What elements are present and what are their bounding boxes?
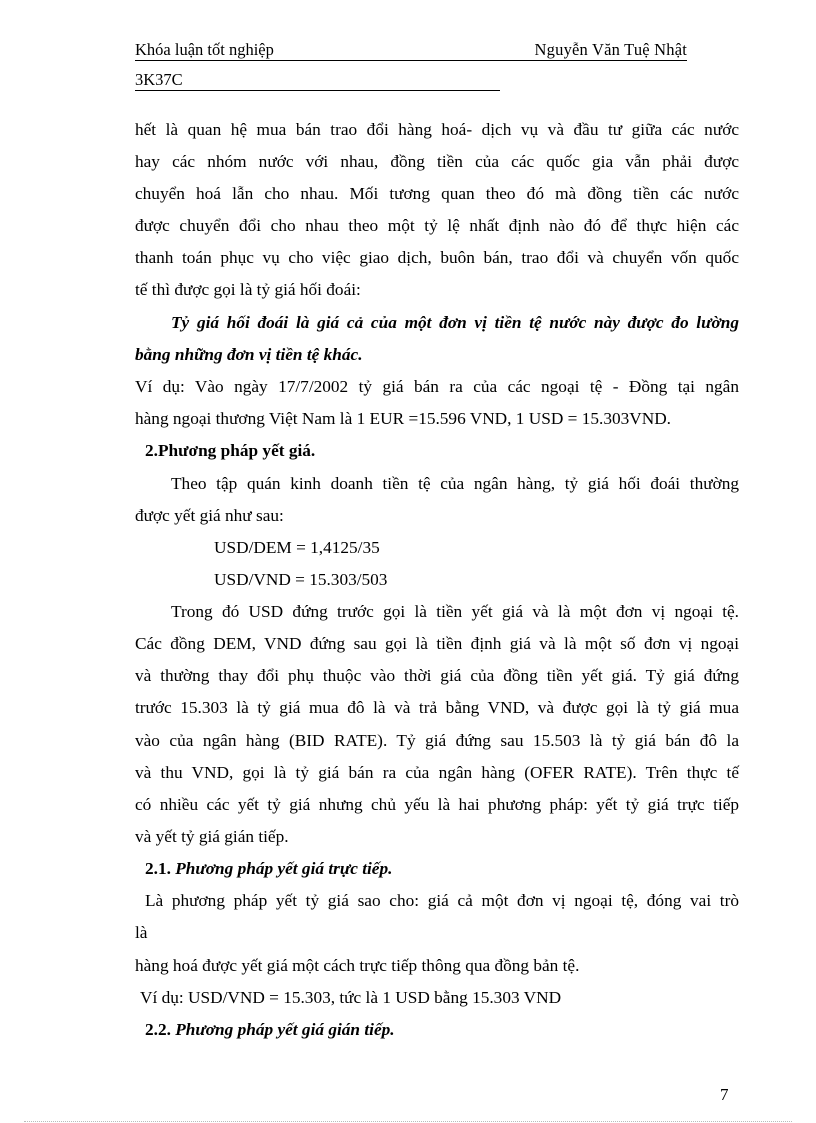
thesis-label: Khóa luận tốt nghiệp — [135, 40, 274, 59]
body-line: và thường thay đổi phụ thuộc vào thời giá của đồng tiền yết giá. Tỷ giá đứng — [135, 666, 739, 685]
definition-line: bằng những đơn vị tiền tệ khác. — [135, 345, 363, 364]
author-name: Nguyễn Văn Tuệ Nhật — [534, 40, 687, 59]
rate-formula: USD/VND = 15.303/503 — [214, 570, 388, 589]
body-line: trước 15.303 là tỷ giá mua đô là và trả bằng VND, và được gọi là tỷ giá mua — [135, 698, 739, 717]
body-line: Các đồng DEM, VND đứng sau gọi là tiền định giá và là một số đơn vị ngoại — [135, 634, 739, 653]
example-line: Ví dụ: Vào ngày 17/7/2002 tỷ giá bán ra của các ngoại tệ - Đồng tại ngân — [135, 377, 739, 396]
body-line: hay các nhóm nước với nhau, đồng tiền của các quốc gia vẫn phải được — [135, 152, 739, 171]
body-line: hàng hoá được yết giá một cách trực tiếp thông qua đồng bản tệ. — [135, 956, 580, 975]
example-line: Ví dụ: USD/VND = 15.303, tức là 1 USD bằng 15.303 VND — [140, 988, 562, 1007]
body-line: Là phương pháp yết tỷ giá sao cho: giá cả một đơn vị ngoại tệ, đóng vai trò — [145, 891, 739, 910]
subsection-heading — [145, 858, 749, 880]
body-line: được chuyển đổi cho nhau theo một tỷ lệ nhất định nào đó để thực hiện các — [135, 216, 739, 235]
subsection-title: Phương pháp yết giá trực tiếp. — [175, 859, 393, 878]
rate-formula: USD/DEM = 1,4125/35 — [214, 538, 380, 557]
body-line: có nhiều các yết tỷ giá nhưng chủ yếu là hai phương pháp: yết tỷ giá trực tiếp — [135, 795, 739, 814]
header-top — [135, 40, 687, 61]
body-line: chuyển hoá lẫn cho nhau. Mối tương quan theo đó mà đồng tiền các nước — [135, 184, 739, 203]
subsection-number: 2.1. — [145, 859, 176, 878]
body-line: hết là quan hệ mua bán trao đổi hàng hoá- dịch vụ và đầu tư giữa các nước — [135, 120, 739, 139]
page-bottom-border — [24, 1121, 792, 1122]
body-line: vào của ngân hàng (BID RATE). Tỷ giá đứng sau 15.503 là tỷ giá bán đô la — [135, 731, 739, 750]
body-line: là — [135, 923, 148, 942]
subsection-number: 2.2. — [145, 1020, 176, 1039]
subsection-title: Phương pháp yết giá gián tiếp. — [175, 1020, 395, 1039]
class-code: 3K37C — [135, 70, 183, 89]
body-line: Theo tập quán kinh doanh tiền tệ của ngân hàng, tỷ giá hối đoái thường — [171, 474, 739, 493]
section-heading: 2.Phương pháp yết giá. — [145, 441, 316, 460]
body-line: được yết giá như sau: — [135, 506, 284, 525]
example-line: hàng ngoại thương Việt Nam là 1 EUR =15.596 VND, 1 USD = 15.303VND. — [135, 409, 672, 428]
body-line: tế thì được gọi là tỷ giá hối đoái: — [135, 280, 361, 299]
page-number: 7 — [720, 1085, 729, 1104]
body-line: Trong đó USD đứng trước gọi là tiền yết giá và là một đơn vị ngoại tệ. — [171, 602, 739, 621]
subsection-heading — [145, 1019, 749, 1041]
body-line: và yết tỷ giá gián tiếp. — [135, 827, 289, 846]
body-line: và thu VND, gọi là tỷ giá bán ra của ngân hàng (OFER RATE). Trên thực tế — [135, 763, 739, 782]
body-line: thanh toán phục vụ cho việc giao dịch, buôn bán, trao đổi và chuyển vốn quốc — [135, 248, 739, 267]
header-code — [135, 70, 500, 91]
definition-line: Tỷ giá hối đoái là giá cả của một đơn vị tiền tệ nước này được đo lường — [171, 313, 739, 332]
